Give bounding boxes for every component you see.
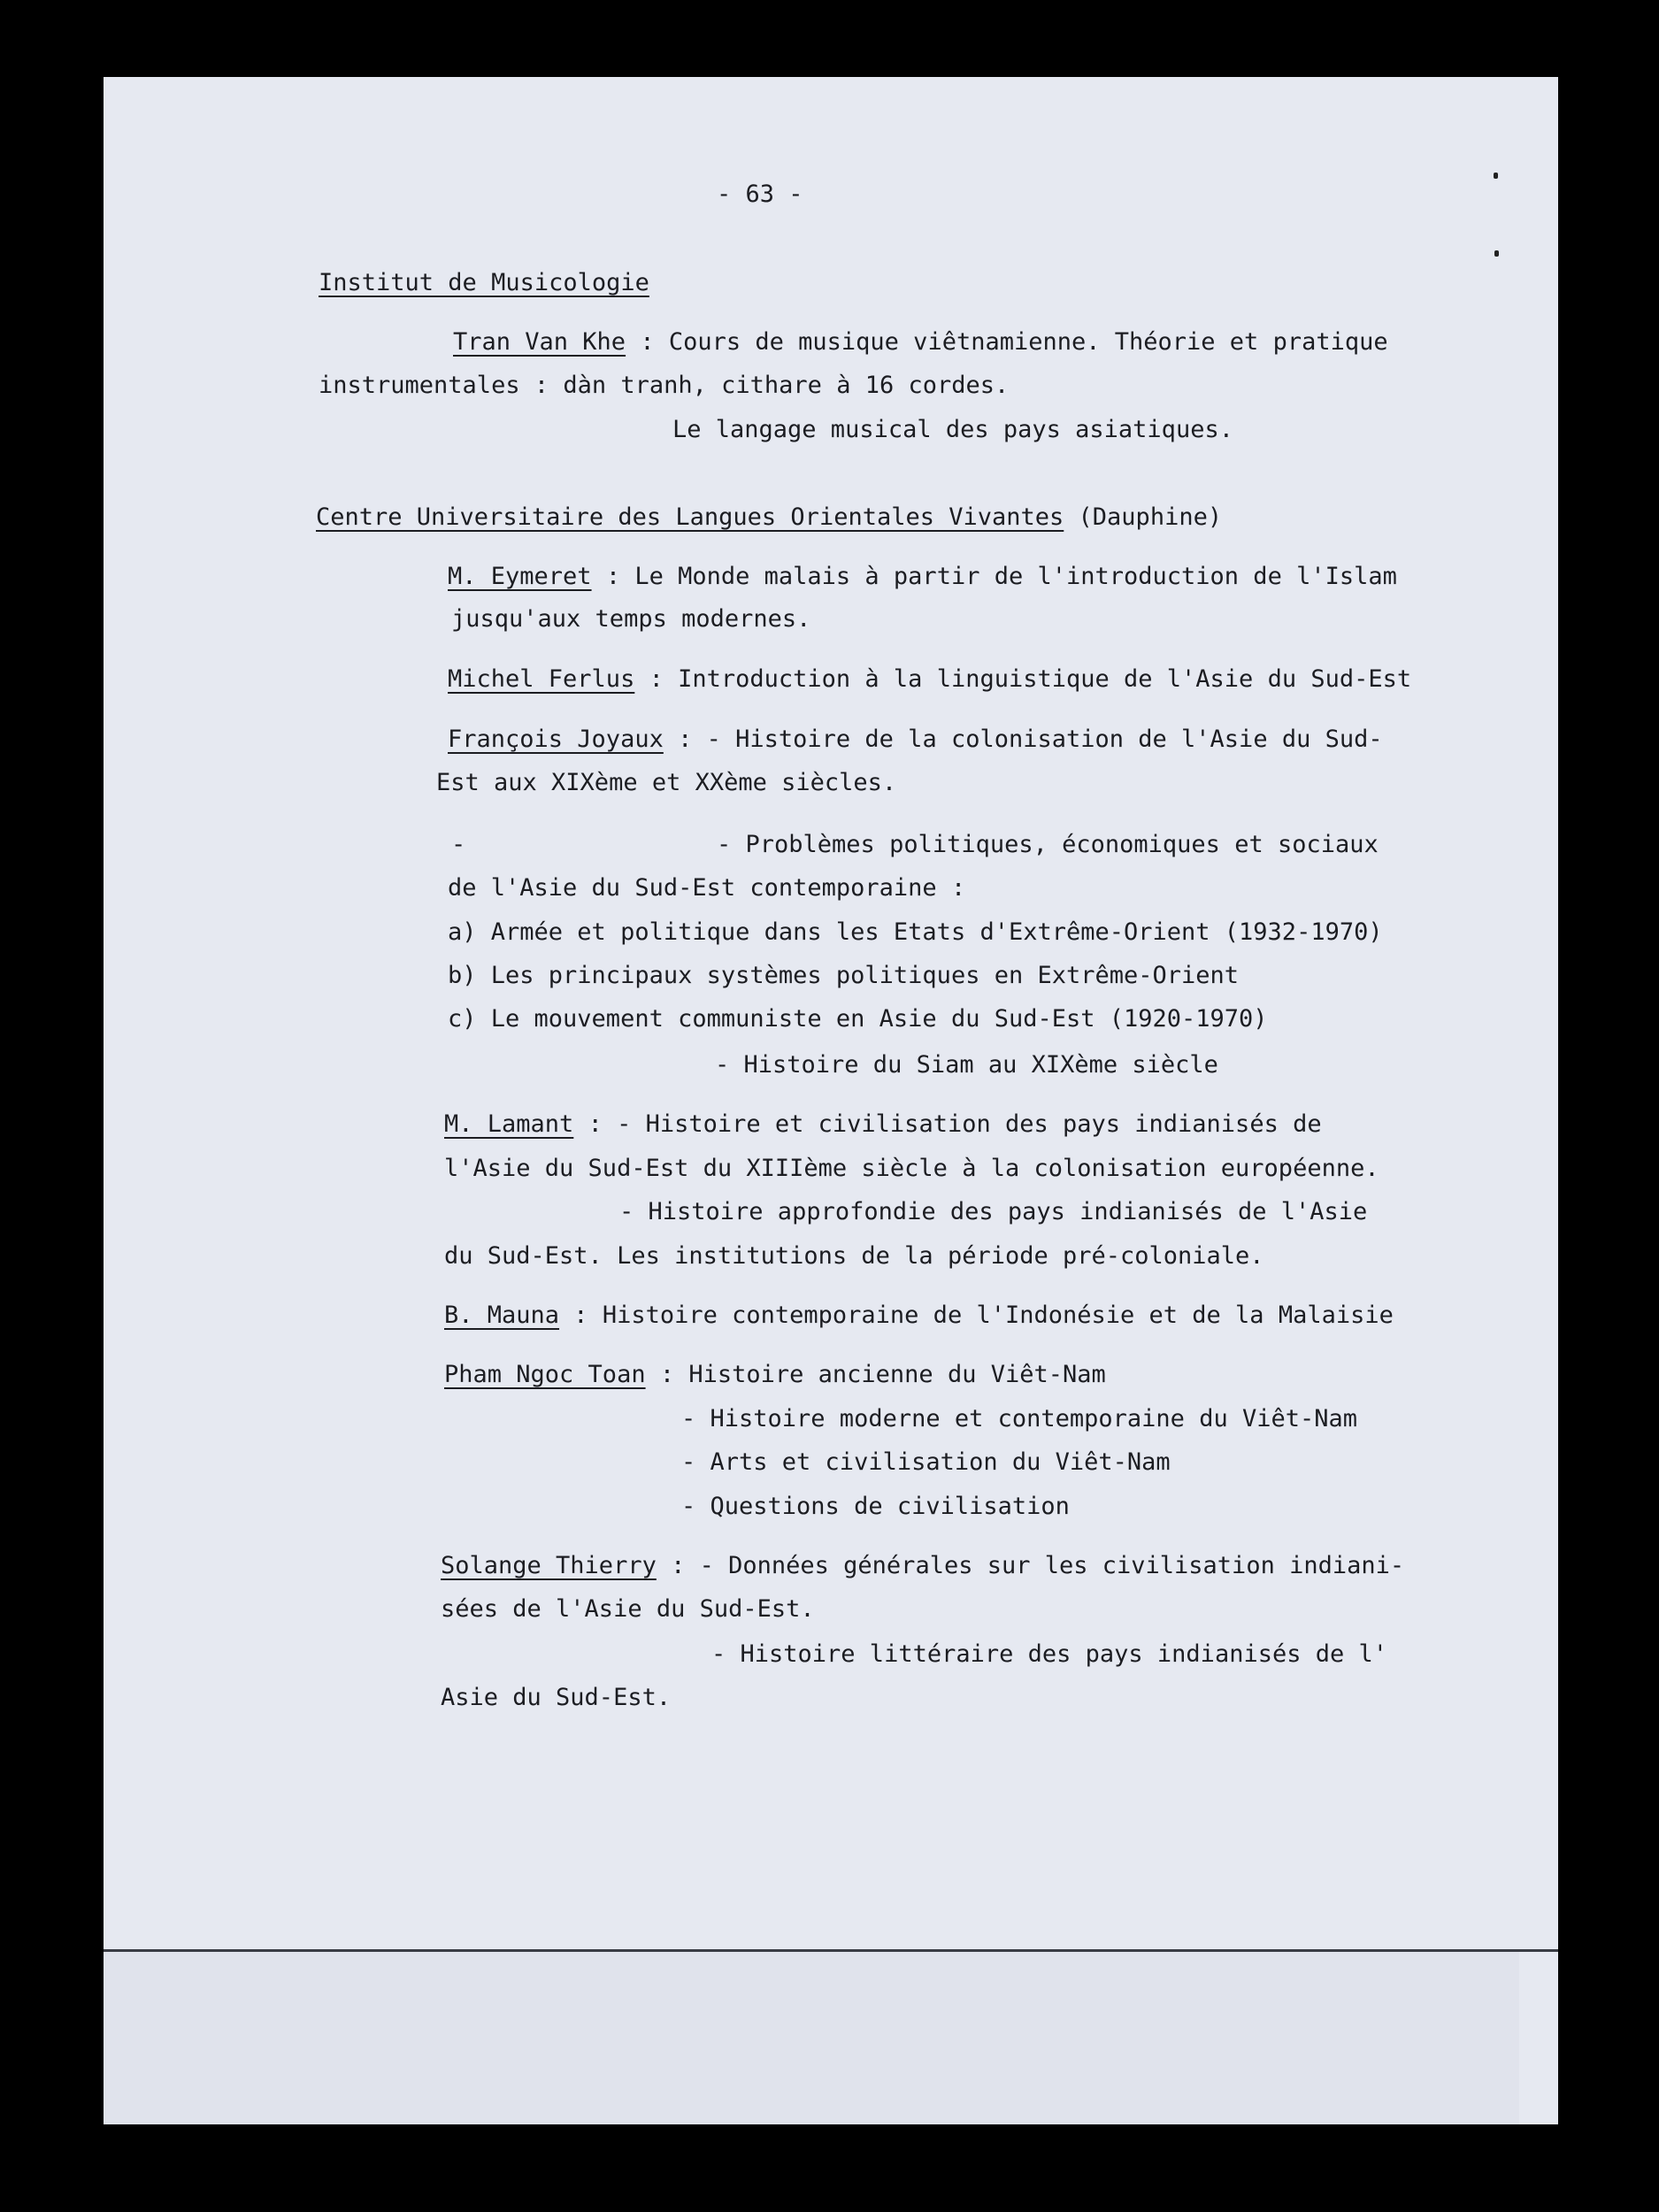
entry-text: Est aux XIXème et XXème siècles. xyxy=(436,769,897,796)
entry-text: : Cours de musique viêtnamienne. Théorie et pratique xyxy=(626,328,1388,356)
entry-text: Le langage musical des pays asiatiques. xyxy=(672,416,1233,443)
section-heading-suffix: (Dauphine) xyxy=(1064,503,1223,531)
section-heading-text: Centre Universitaire des Langues Orientales Vivantes xyxy=(316,503,1064,531)
entry-text: du Sud-Est. Les institutions de la période pré-coloniale. xyxy=(444,1242,1264,1270)
entry-dash: - xyxy=(451,831,466,858)
entry-tran-van-khe xyxy=(453,328,1388,357)
entry-thierry xyxy=(441,1552,1404,1580)
entry-mauna xyxy=(444,1302,1394,1330)
entry-text: : - Histoire et civilisation des pays indianisés de xyxy=(573,1110,1322,1138)
page-number: - 63 - xyxy=(717,180,803,208)
entry-text: - Questions de civilisation xyxy=(681,1493,1070,1520)
entry-text: l'Asie du Sud-Est du XIIIème siècle à la colonisation européenne. xyxy=(444,1155,1379,1182)
entry-text: jusqu'aux temps modernes. xyxy=(451,605,811,633)
entry-ferlus xyxy=(448,665,1411,694)
entry-text: : Histoire contemporaine de l'Indonésie et de la Malaisie xyxy=(559,1302,1394,1329)
person-name: Michel Ferlus xyxy=(448,665,635,693)
person-name: François Joyaux xyxy=(448,726,664,753)
staple-mark xyxy=(1494,173,1498,179)
section-heading-musicologie: Institut de Musicologie xyxy=(319,269,649,296)
entry-lamant xyxy=(444,1110,1322,1139)
person-name: Tran Van Khe xyxy=(453,328,626,356)
entry-text: instrumentales : dàn tranh, cithare à 16 cordes. xyxy=(319,372,1010,399)
list-item-c: c) Le mouvement communiste en Asie du Sud-Est (1920-1970) xyxy=(448,1005,1268,1033)
entry-joyaux xyxy=(448,726,1383,754)
entry-text: : Histoire ancienne du Viêt-Nam xyxy=(645,1361,1106,1388)
entry-eymeret xyxy=(448,563,1397,591)
entry-toan xyxy=(444,1361,1106,1389)
entry-text: sées de l'Asie du Sud-Est. xyxy=(441,1595,815,1623)
person-name: Pham Ngoc Toan xyxy=(444,1361,646,1388)
entry-text: - Problèmes politiques, économiques et sociaux xyxy=(717,831,1379,858)
entry-text: - Histoire approfondie des pays indianisés de l'Asie xyxy=(619,1198,1368,1225)
person-name: B. Mauna xyxy=(444,1302,560,1329)
person-name: M. Lamant xyxy=(444,1110,574,1138)
staple-mark xyxy=(1494,250,1499,257)
entry-text: : Introduction à la linguistique de l'Asie du Sud-Est xyxy=(634,665,1412,693)
entry-text: : - Données générales sur les civilisation indiani- xyxy=(656,1552,1405,1579)
section-heading-centre xyxy=(316,503,1222,532)
entry-text: - Histoire du Siam au XIXème siècle xyxy=(715,1051,1218,1079)
entry-text: - Arts et civilisation du Viêt-Nam xyxy=(681,1448,1171,1476)
entry-text: - Histoire moderne et contemporaine du Viêt-Nam xyxy=(681,1405,1358,1432)
list-item-b: b) Les principaux systèmes politiques en Extrême-Orient xyxy=(448,962,1240,989)
person-name: M. Eymeret xyxy=(448,563,592,590)
entry-text: - Histoire littéraire des pays indianisés de l' xyxy=(711,1640,1388,1668)
entry-text: Asie du Sud-Est. xyxy=(441,1684,672,1711)
person-name: Solange Thierry xyxy=(441,1552,657,1579)
entry-text: de l'Asie du Sud-Est contemporaine : xyxy=(448,874,966,902)
entry-text: : Le Monde malais à partir de l'introduction de l'Islam xyxy=(591,563,1397,590)
entry-text: : - Histoire de la colonisation de l'Asie du Sud- xyxy=(663,726,1383,753)
page-fold-edge xyxy=(104,1949,1558,1952)
list-item-a: a) Armée et politique dans les Etats d'Extrême-Orient (1932-1970) xyxy=(448,918,1383,946)
underlying-page xyxy=(104,1952,1519,2124)
